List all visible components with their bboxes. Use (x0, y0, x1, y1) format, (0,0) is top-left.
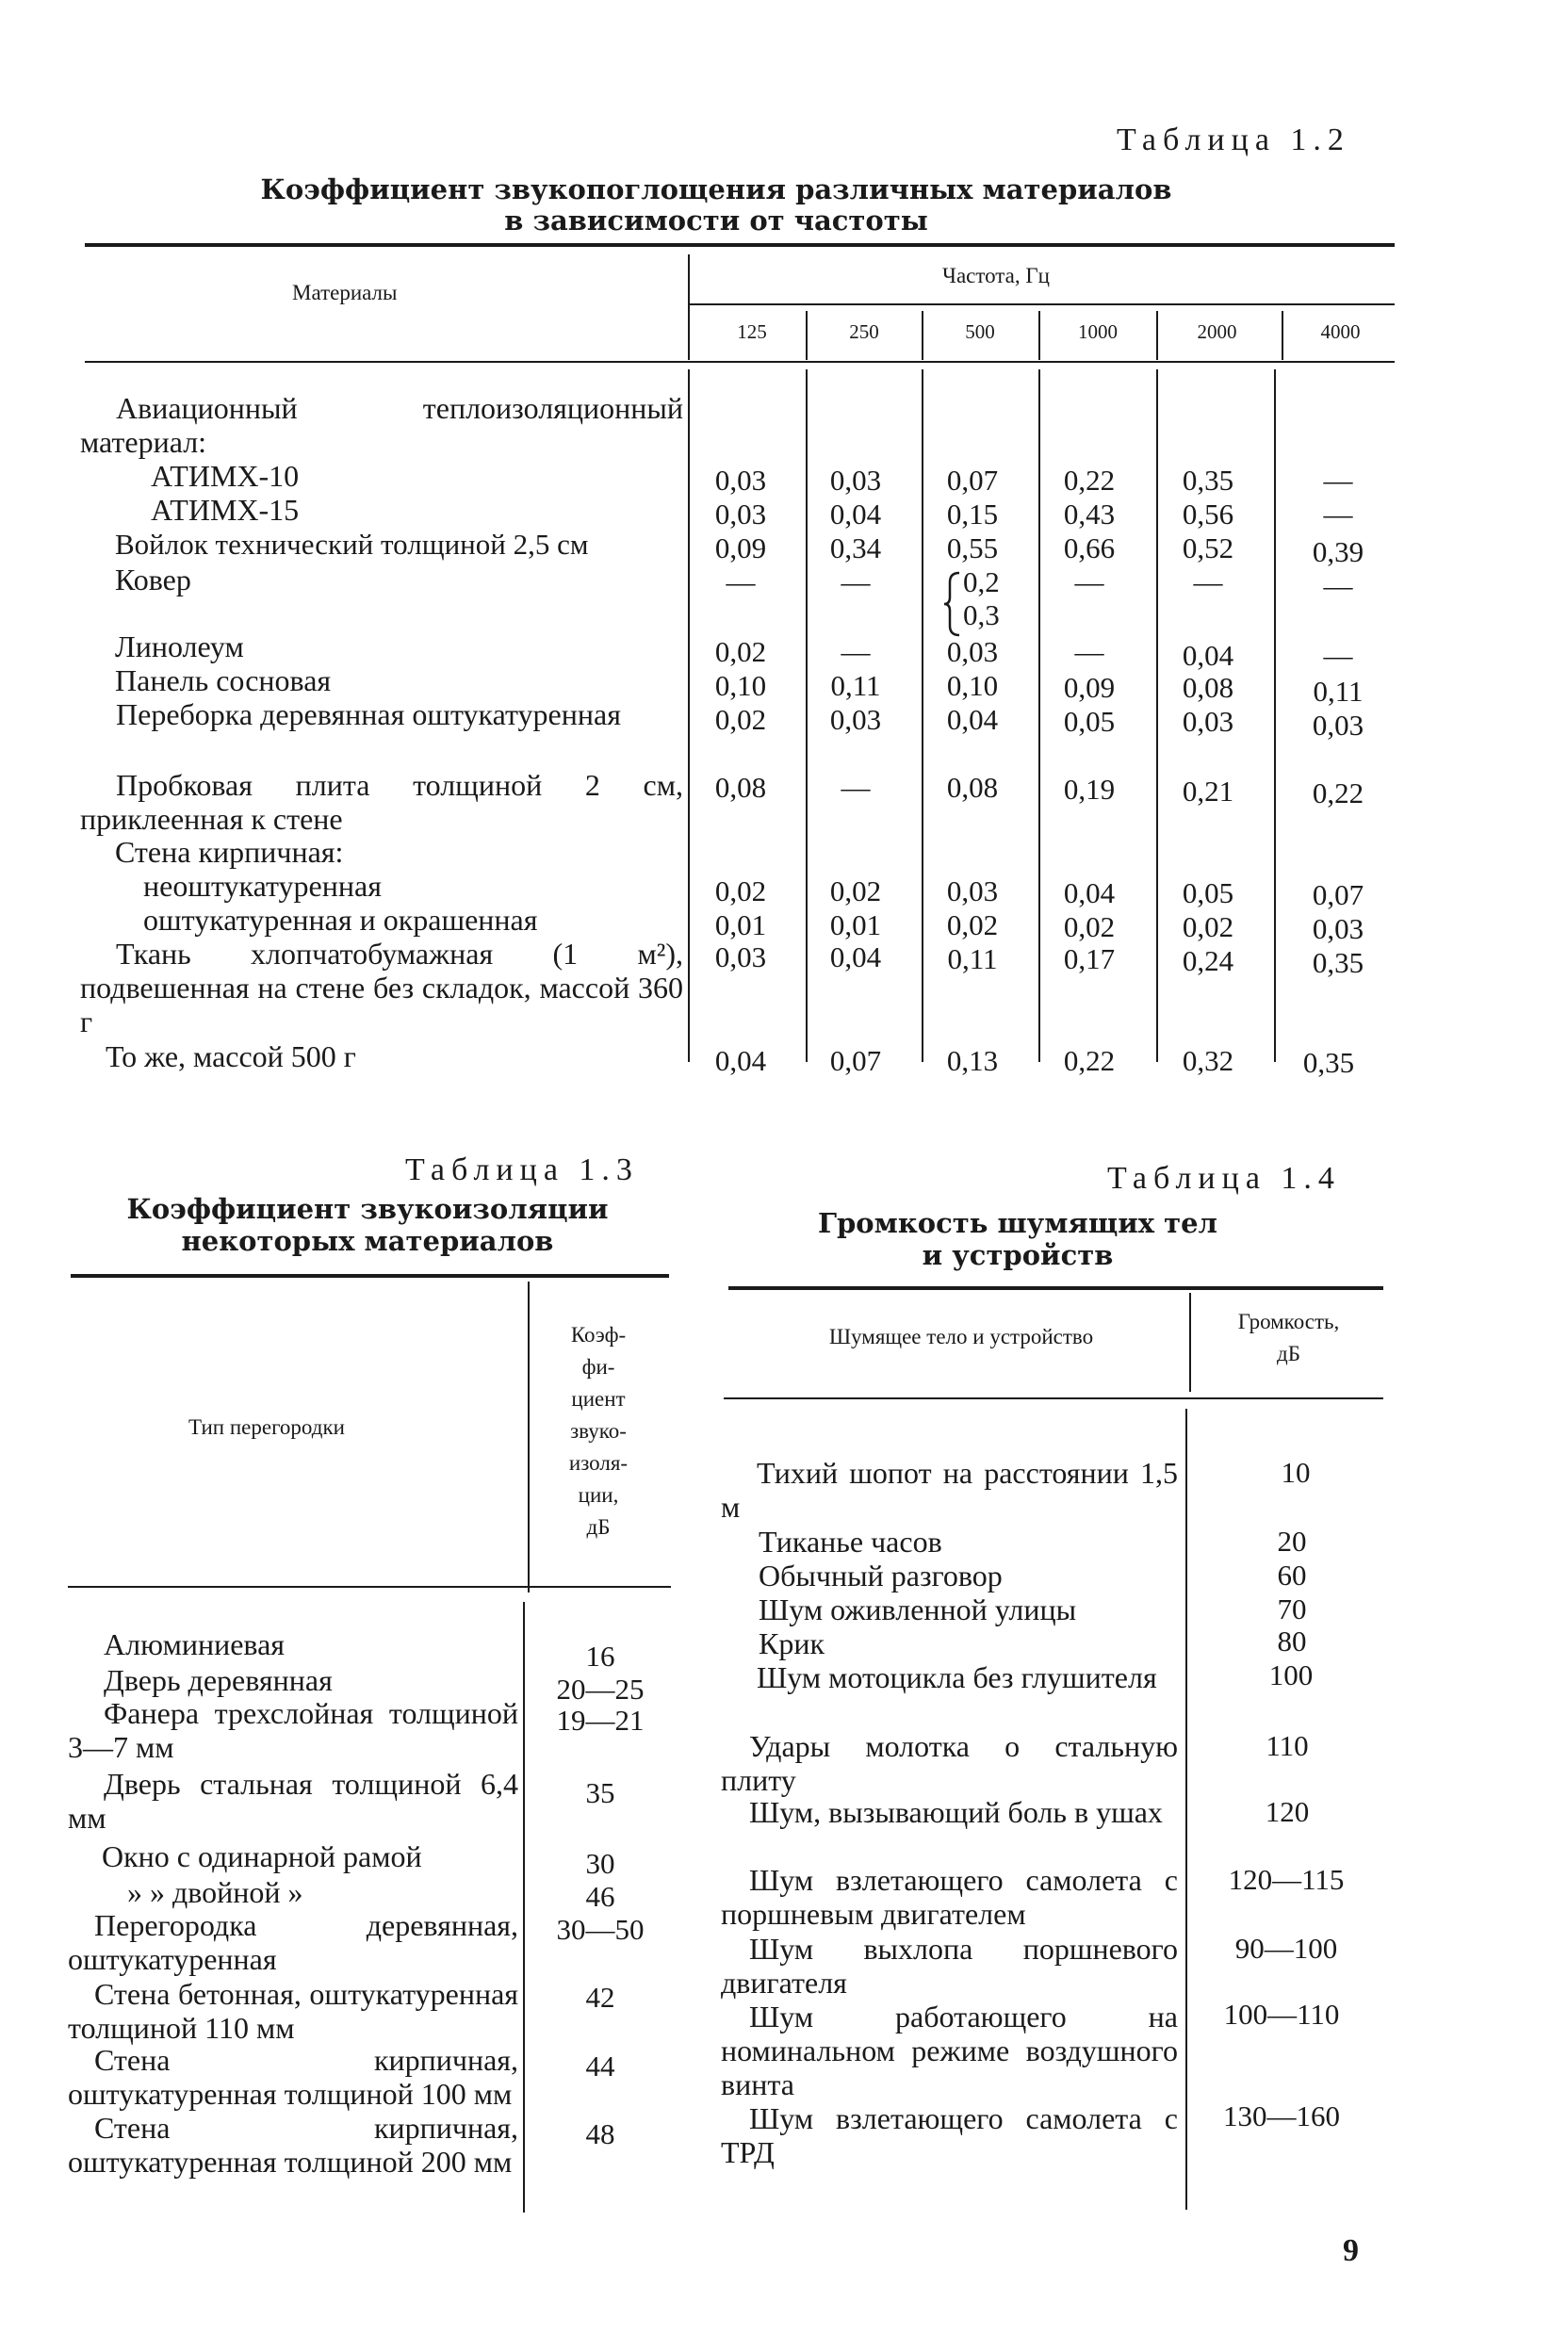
value-cell: 0,56 (1182, 498, 1234, 531)
value-cell: 0,02 (1063, 910, 1116, 943)
material-name: Панель сосновая (115, 663, 332, 697)
value-cell: 0,03 (946, 635, 999, 668)
noise-source: Шум оживленной улицы (759, 1592, 1077, 1626)
value-cell: 0,15 (946, 498, 999, 531)
material-name: АТИМХ-15 (151, 493, 300, 527)
partition-value: 46 (585, 1880, 615, 1913)
table-1-2-col-frequency: Частота, Гц (942, 264, 1050, 287)
table-1-2-title-line2: в зависимости от частоты (504, 204, 928, 237)
value-cell: 0,52 (1182, 531, 1234, 564)
value-cell: 0,03 (829, 703, 882, 736)
value-cell: — (1323, 464, 1353, 497)
value-cell: 0,22 (1063, 1044, 1116, 1077)
loudness-value: 70 (1277, 1592, 1307, 1625)
value-cell: 0,08 (1182, 671, 1234, 704)
value-cell: 0,35 (1182, 464, 1234, 497)
value-cell: 0,10 (946, 669, 999, 702)
noise-source: Шум выхлопа поршневого двигателя (721, 1932, 1178, 2000)
value-cell: 0,11 (947, 942, 998, 975)
partition-type: Окно с одинарной рамой (102, 1839, 422, 1873)
value-cell: — (1193, 565, 1223, 598)
material-name: Переборка деревянная оштукатуренная (116, 697, 621, 731)
value-cell: 0,07 (946, 464, 999, 497)
table-1-2-header-vline (806, 311, 808, 360)
value-cell: 0,03 (1312, 709, 1364, 742)
table-1-3-top-rule (71, 1274, 669, 1278)
value-cell: 0,11 (1313, 675, 1364, 708)
value-cell: 0,02 (1182, 910, 1234, 943)
material-name: Авиационный теплоизоляционный материал: (80, 391, 683, 459)
freq-header: 4000 (1320, 320, 1361, 343)
noise-source: Обычный разговор (759, 1559, 1003, 1592)
partition-value: 30—50 (556, 1913, 645, 1946)
table-1-4-col-source: Шумящее тело и устройство (828, 1325, 1094, 1348)
value-cell: 0,34 (829, 531, 882, 564)
value-cell: 0,04 (714, 1044, 767, 1077)
value-cell: 0,21 (1182, 775, 1234, 808)
partition-value: 19—21 (556, 1704, 645, 1737)
material-name: оштукатуренная и окрашенная (143, 903, 538, 937)
value-cell: 0,11 (830, 669, 881, 702)
table-1-2-col-materials: Материалы (292, 281, 398, 304)
table-1-2-title-line1: Коэффициент звукопоглощения различных материалов (260, 173, 1172, 205)
partition-value: 48 (585, 2117, 615, 2150)
partition-type: » » двойной » (127, 1875, 303, 1909)
value-cell: 0,04 (1063, 876, 1116, 909)
partition-value: 42 (585, 1981, 615, 2014)
value-cell: — (1323, 639, 1353, 672)
partition-value: 30 (585, 1847, 615, 1880)
value-cell: 0,55 (946, 531, 999, 564)
value-cell: — (1323, 569, 1353, 602)
partition-type: Перегородка деревянная, оштукатуренная (68, 1908, 518, 1976)
table-1-4-col-loudness: Громкость, (1237, 1310, 1340, 1333)
freq-header: 250 (849, 320, 879, 343)
value-cell: 0,07 (1312, 878, 1364, 911)
value-cell: 0,03 (946, 874, 999, 907)
curly-brace (942, 571, 963, 637)
loudness-value: 100—110 (1223, 1998, 1340, 2031)
value-cell: 0,02 (829, 874, 882, 907)
table-1-3-header-vline (528, 1282, 530, 1592)
noise-source: Шум, вызывающий боль в ушах (749, 1795, 1163, 1829)
loudness-value: 120 (1265, 1795, 1310, 1828)
value-cell: 0,2 (963, 565, 1000, 598)
material-name: Ковер (115, 563, 191, 596)
value-cell: 0,02 (714, 635, 767, 668)
table-1-2-header-vline (1038, 311, 1040, 360)
table-1-2-header-vline (1282, 311, 1283, 360)
col-coef-line: циент (571, 1387, 626, 1411)
table-1-4-header-rule (724, 1397, 1383, 1399)
material-name: АТИМХ-10 (151, 459, 300, 493)
table-1-2-body-vline (1156, 369, 1158, 1062)
partition-type: Дверь деревянная (104, 1663, 333, 1697)
value-cell: — (841, 771, 871, 804)
table-1-4-col-loudness-unit: дБ (1277, 1342, 1300, 1365)
table-1-4-body-vline (1185, 1409, 1187, 2210)
value-cell: 0,02 (714, 703, 767, 736)
freq-header: 1000 (1078, 320, 1118, 343)
noise-source: Шум работающего на номинальном режиме воздушного винта (721, 2000, 1178, 2101)
table-1-2-body-vline (806, 369, 808, 1062)
value-cell: 0,03 (714, 464, 767, 497)
loudness-value: 90—100 (1234, 1932, 1338, 1965)
table-1-2-top-rule (85, 243, 1395, 247)
material-name: Ткань хлопчатобумажная (1 м²), подвешенная на стене без складок, массой 360 г (80, 937, 683, 1038)
value-cell: 0,22 (1312, 776, 1364, 809)
loudness-value: 120—115 (1228, 1863, 1345, 1896)
value-cell: 0,43 (1063, 498, 1116, 531)
value-cell: 0,09 (714, 531, 767, 564)
table-1-2-label: Таблица 1.2 (1117, 122, 1350, 157)
col-coef-line: фи- (581, 1355, 615, 1379)
material-name: неоштукатуренная (143, 869, 382, 903)
value-cell: 0,09 (1063, 671, 1116, 704)
loudness-value: 80 (1277, 1625, 1307, 1658)
loudness-value: 130—160 (1223, 2099, 1340, 2132)
loudness-value: 20 (1277, 1525, 1307, 1558)
table-1-3-title-line1: Коэффициент звукоизоляции (126, 1193, 609, 1225)
value-cell: 0,35 (1312, 946, 1364, 979)
partition-type: Стена бетонная, оштукатуренная толщиной 110 мм (68, 1977, 518, 2045)
material-name: То же, массой 500 г (106, 1039, 356, 1073)
value-cell: 0,07 (829, 1044, 882, 1077)
col-coef-line: звуко- (570, 1419, 627, 1443)
value-cell: 0,24 (1182, 944, 1234, 977)
partition-value: 20—25 (556, 1673, 645, 1706)
partition-value: 16 (585, 1640, 615, 1673)
noise-source: Шум мотоцикла без глушителя (757, 1660, 1157, 1694)
material-name: Стена кирпичная: (115, 835, 344, 869)
value-cell: — (841, 565, 871, 598)
table-1-2-header-vline (922, 311, 923, 360)
table-1-2-body-vline (1038, 369, 1040, 1062)
noise-source: Тиканье часов (759, 1525, 942, 1559)
table-1-3-title-line2: некоторых материалов (181, 1225, 554, 1257)
freq-header: 125 (737, 320, 767, 343)
value-cell: 0,02 (946, 908, 999, 941)
value-cell: 0,03 (714, 940, 767, 973)
table-1-3-header-rule (68, 1586, 671, 1588)
value-cell: — (726, 565, 756, 598)
value-cell: 0,17 (1063, 942, 1116, 975)
value-cell: 0,03 (829, 464, 882, 497)
value-cell: 0,04 (829, 940, 882, 973)
material-name: Линолеум (115, 629, 244, 663)
partition-type: Фанера трехслойная толщиной 3—7 мм (68, 1696, 518, 1764)
table-1-2-header-bottom-rule (85, 361, 1395, 363)
partition-type: Дверь стальная толщиной 6,4 мм (68, 1767, 518, 1835)
table-1-2-header-vline (688, 254, 690, 360)
table-1-4-label: Таблица 1.4 (1107, 1161, 1341, 1196)
table-1-2-header-vline (1156, 311, 1158, 360)
value-cell: 0,08 (946, 771, 999, 804)
table-1-3-col-coefficient (537, 1319, 660, 1544)
freq-header: 500 (965, 320, 995, 343)
value-cell: — (1074, 565, 1104, 598)
value-cell: 0,04 (946, 703, 999, 736)
loudness-value: 10 (1281, 1456, 1311, 1489)
table-1-4-header-vline (1189, 1293, 1191, 1392)
material-name: Войлок технический толщиной 2,5 см (115, 528, 589, 561)
value-cell: 0,04 (1182, 639, 1234, 672)
col-coef-line: изоля- (568, 1451, 629, 1475)
value-cell: 0,03 (1312, 912, 1364, 945)
value-cell: — (1074, 635, 1104, 668)
table-1-3-label: Таблица 1.3 (405, 1152, 639, 1187)
noise-source: Крик (759, 1626, 825, 1660)
value-cell: 0,3 (963, 598, 1000, 631)
col-coef-line: дБ (586, 1515, 611, 1539)
table-1-3-col-type: Тип перегородки (188, 1415, 345, 1439)
value-cell: 0,66 (1063, 531, 1116, 564)
value-cell: 0,02 (714, 874, 767, 907)
table-1-2-body-vline (1274, 369, 1276, 1062)
table-1-2-body-vline (688, 369, 690, 1062)
table-1-3-body-vline (523, 1602, 525, 2213)
partition-type: Стена кирпичная, оштукатуренная толщиной 200 мм (68, 2111, 518, 2179)
material-name: Пробковая плита толщиной 2 см, приклеенная к стене (80, 768, 683, 836)
value-cell: 0,10 (714, 669, 767, 702)
table-1-4-title-line2: и устройств (922, 1239, 1114, 1271)
value-cell: 0,19 (1063, 773, 1116, 806)
value-cell: 0,35 (1302, 1046, 1355, 1079)
value-cell: 0,03 (714, 498, 767, 531)
value-cell: 0,01 (829, 908, 882, 941)
loudness-value: 100 (1268, 1658, 1314, 1691)
col-coef-line: Коэф- (570, 1323, 627, 1347)
freq-header: 2000 (1197, 320, 1237, 343)
value-cell: 0,05 (1063, 705, 1116, 738)
value-cell: 0,13 (946, 1044, 999, 1077)
partition-value: 44 (585, 2050, 615, 2082)
value-cell: 0,08 (714, 771, 767, 804)
table-1-2-header-rule (688, 303, 1395, 305)
partition-type: Алюминиевая (104, 1627, 285, 1661)
value-cell: 0,04 (829, 498, 882, 531)
partition-value: 35 (585, 1776, 615, 1809)
value-cell: 0,32 (1182, 1044, 1234, 1077)
value-cell: 0,05 (1182, 876, 1234, 909)
table-1-4-top-rule (728, 1286, 1383, 1290)
value-cell: — (841, 635, 871, 668)
noise-source: Удары молотка о стальную плиту (721, 1729, 1178, 1797)
partition-type: Стена кирпичная, оштукатуренная толщиной 100 мм (68, 2043, 518, 2111)
col-coef-line: ции, (578, 1483, 619, 1507)
value-cell: 0,39 (1312, 535, 1364, 568)
value-cell: 0,01 (714, 908, 767, 941)
loudness-value: 110 (1266, 1729, 1309, 1762)
noise-source: Шум взлетающего самолета с поршневым двигателем (721, 1863, 1178, 1931)
value-cell: — (1323, 498, 1353, 531)
value-cell: 0,22 (1063, 464, 1116, 497)
noise-source: Шум взлетающего самолета с ТРД (721, 2101, 1178, 2169)
noise-source: Тихий шопот на расстоянии 1,5 м (721, 1456, 1178, 1524)
value-cell: 0,03 (1182, 705, 1234, 738)
table-1-2-body-vline (922, 369, 923, 1062)
loudness-value: 60 (1277, 1559, 1307, 1592)
table-1-4-title-line1: Громкость шумящих тел (817, 1207, 1217, 1239)
page-number: 9 (1343, 2233, 1359, 2268)
